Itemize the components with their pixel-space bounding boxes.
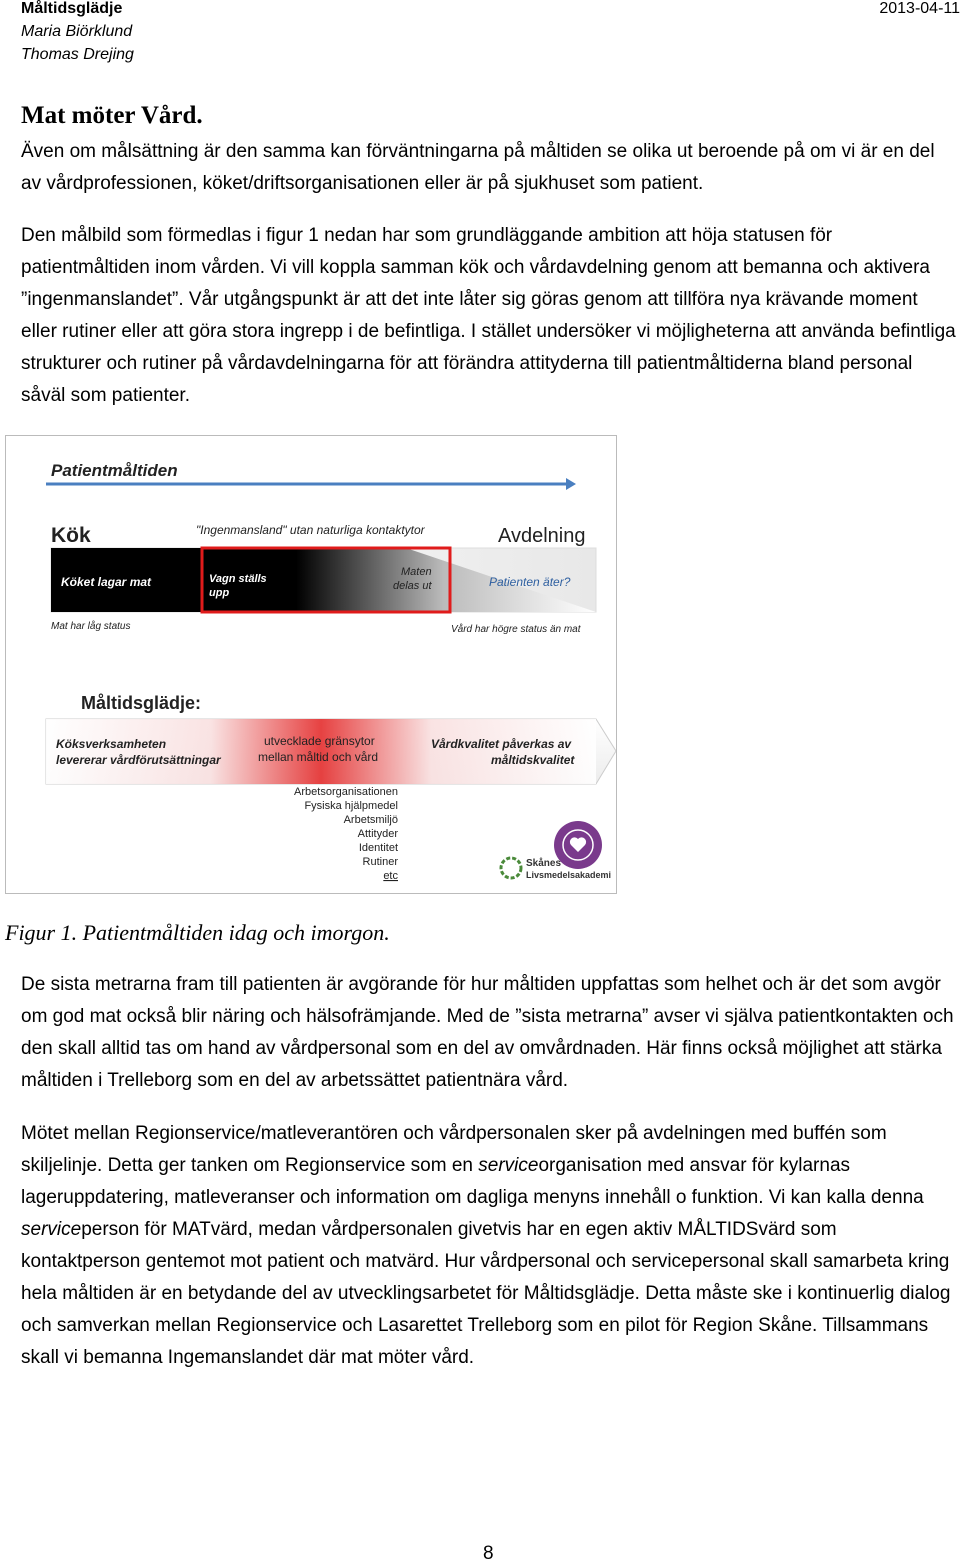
meeting-emphasis-1: service	[478, 1155, 539, 1176]
fig-utv-2: mellan måltid och vård	[258, 750, 379, 764]
fig-list-item: Rutiner	[362, 856, 398, 868]
fig-vard-2: måltidskvalitet	[491, 753, 575, 767]
fig-logo-icon	[501, 858, 521, 878]
meeting-text-3: person för MATvärd, medan vårdpersonalen givetvis har en egen aktiv MÅLTIDSvärd som kontaktperson gentemot mot patient och matvärd. Hur vårdpersonal och servicepersonal skall samarbeta kring hela måltiden är en betydande del av utvecklingsarbetet för Måltidsglädje. Detta måste ske i kontinuerlig dialog och samverkan mellan Regionservice och Lasarettet Trelleborg som en pilot för Region Skåne. Tillsammans skall vi bemanna Ingemanslandet där mat möter vård.	[21, 1219, 951, 1368]
fig-vard-1: Vårdkvalitet påverkas av	[431, 737, 572, 751]
header-date: 2013-04-11	[879, 0, 960, 17]
fig-koket-lagar-mat: Köket lagar mat	[61, 575, 152, 589]
figure-caption: Figur 1. Patientmåltiden idag och imorgon.	[5, 920, 390, 945]
header-doc-title: Måltidsglädje	[21, 0, 123, 17]
fig-list-item: Fysiska hjälpmedel	[304, 800, 398, 812]
section-title: Mat möter Vård.	[21, 102, 203, 129]
page-number: 8	[483, 1543, 494, 1564]
fig-vagn-1: Vagn ställs	[209, 573, 267, 585]
paragraph-meeting	[21, 1118, 956, 1374]
header-author-1: Maria Biörklund	[21, 23, 133, 40]
meeting-emphasis-2: service	[21, 1219, 82, 1240]
fig-mat-lag-status: Mat har låg status	[51, 621, 131, 632]
fig-kok-label: Kök	[51, 524, 91, 547]
paragraph-goal: Den målbild som förmedlas i figur 1 nedan har som grundläggande ambition att höja statusen för patientmåltiden inom vården. Vi vill koppla samman kök och vårdavdelning genom att bemanna och aktivera ”ingenmanslandet”. Vår utgångspunkt är att det inte låter sig göras genom att tillföra nya krävande moment eller rutiner eller att göra stora ingrepp i de befintliga. I stället undersöker vi möjligheterna att använda befintliga strukturer och rutiner på vårdavdelningarna för att förändra attityderna till patientmåltiderna bland personal såväl som patienter.	[21, 225, 956, 406]
paragraph-last-meters: De sista metrarna fram till patienten är avgörande för hur måltiden uppfattas som helhet och är det som avgör om god mat också blir näring och hälsofrämjande. Med de ”sista metrarna” avser vi själva patientkontakten och den skall alltid tas om hand av vårdpersonal som en del av omvårdnaden. Här finns också möjlighet att stärka måltiden i Trelleborg som en del av arbetssättet patientnära vård.	[21, 974, 954, 1091]
fig-vagn-2: upp	[209, 587, 230, 599]
fig-logo-text-1: Skånes	[526, 858, 562, 869]
fig-koks-2: levererar vårdförutsättningar	[56, 753, 221, 767]
fig-koks-1: Köksverksamheten	[56, 737, 167, 751]
fig-list-item: Attityder	[357, 828, 398, 840]
fig-patientmaltiden-label: Patientmåltiden	[51, 461, 178, 480]
meeting-text-2: organisation med ansvar för kylarnas lageruppdatering, matleveranser och information om dagliga menyns innehåll o funktion. Vi kan kalla denna	[21, 1155, 924, 1208]
fig-patienten-ater: Patienten äter?	[489, 575, 571, 589]
fig-utv-1: utvecklade gränsytor	[264, 734, 375, 748]
figure-1	[5, 435, 617, 894]
fig-ingenmansland-label: "Ingenmansland" utan naturliga kontaktytor	[196, 523, 425, 537]
header-author-2: Thomas Drejing	[21, 46, 134, 63]
fig-avdelning-label: Avdelning	[498, 525, 586, 547]
fig-list-item: Arbetsorganisationen	[294, 786, 398, 798]
fig-logo-text-2: Livsmedelsakademi	[526, 870, 612, 880]
fig-maten-1: Maten	[401, 566, 432, 578]
fig-list-item: Arbetsmiljö	[343, 814, 398, 826]
fig-top-arrowhead	[566, 478, 576, 490]
fig-maltidsgladje-seal	[554, 821, 602, 869]
fig-maten-2: delas ut	[393, 580, 432, 592]
figure-diagram	[6, 436, 616, 893]
fig-factor-list	[294, 786, 398, 882]
meeting-text-1: Mötet mellan Regionservice/matleverantören och vårdpersonalen sker på avdelningen med buffén som skiljelinje. Detta ger tanken om Regionservice som en	[21, 1123, 887, 1176]
fig-vard-hogre-status: Vård har högre status än mat	[451, 624, 581, 635]
paragraph-intro: Även om målsättning är den samma kan förväntningarna på måltiden se olika ut beroende på om vi är en del av vårdprofessionen, köket/driftsorganisationen eller är på sjukhuset som patient.	[21, 141, 935, 194]
fig-maltidsgladje-label: Måltidsglädje:	[81, 693, 202, 713]
fig-list-item: Identitet	[358, 842, 398, 854]
fig-list-item: etc	[383, 870, 398, 882]
